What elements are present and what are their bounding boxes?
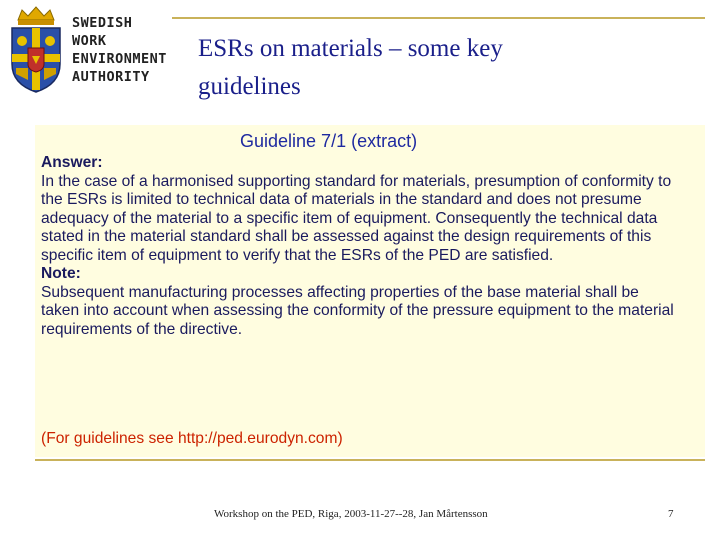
answer-text: In the case of a harmonised supporting standard for materials, presumption of conformity to the ESRs is limited to technical data of materials in the standard and does not presume adequacy of the material to a specific item of equipment. Consequently the technical data stated in the material standard shall be assessed against the design requirements of this specific item of equipment to verify that the ESRs of the PED are satisfied. (41, 172, 672, 264)
agency-name-line: AUTHORITY (72, 69, 150, 85)
slide-title (198, 30, 698, 106)
guideline-qualifier: (extract) (351, 131, 418, 151)
guideline-heading (240, 131, 417, 152)
slide-title-line: guidelines (198, 73, 301, 100)
agency-name-line: SWEDISH (72, 15, 133, 31)
slide-title-line: ESRs on materials – some key (198, 35, 503, 62)
note-label: Note: (41, 265, 81, 282)
agency-name-line: WORK (72, 33, 107, 49)
coat-of-arms-icon (6, 4, 66, 96)
page-number: 7 (668, 508, 674, 520)
agency-logo (6, 4, 176, 98)
guidelines-reference: (For guidelines see http://ped.eurodyn.com) (41, 430, 343, 447)
agency-name-line: ENVIRONMENT (72, 51, 167, 67)
answer-label: Answer: (41, 154, 103, 171)
guideline-body (41, 154, 681, 339)
note-text: Subsequent manufacturing processes affecting properties of the base material shall be taken into account when assessing the conformity of the pressure equipment to the material requirements of the directive. (41, 283, 674, 338)
footer-text: Workshop on the PED, Riga, 2003-11-27--28, Jan Mårtensson (214, 508, 488, 520)
agency-name (72, 14, 167, 86)
bottom-divider (35, 459, 705, 461)
guideline-number: Guideline 7/1 (240, 131, 347, 151)
top-divider (172, 17, 705, 19)
